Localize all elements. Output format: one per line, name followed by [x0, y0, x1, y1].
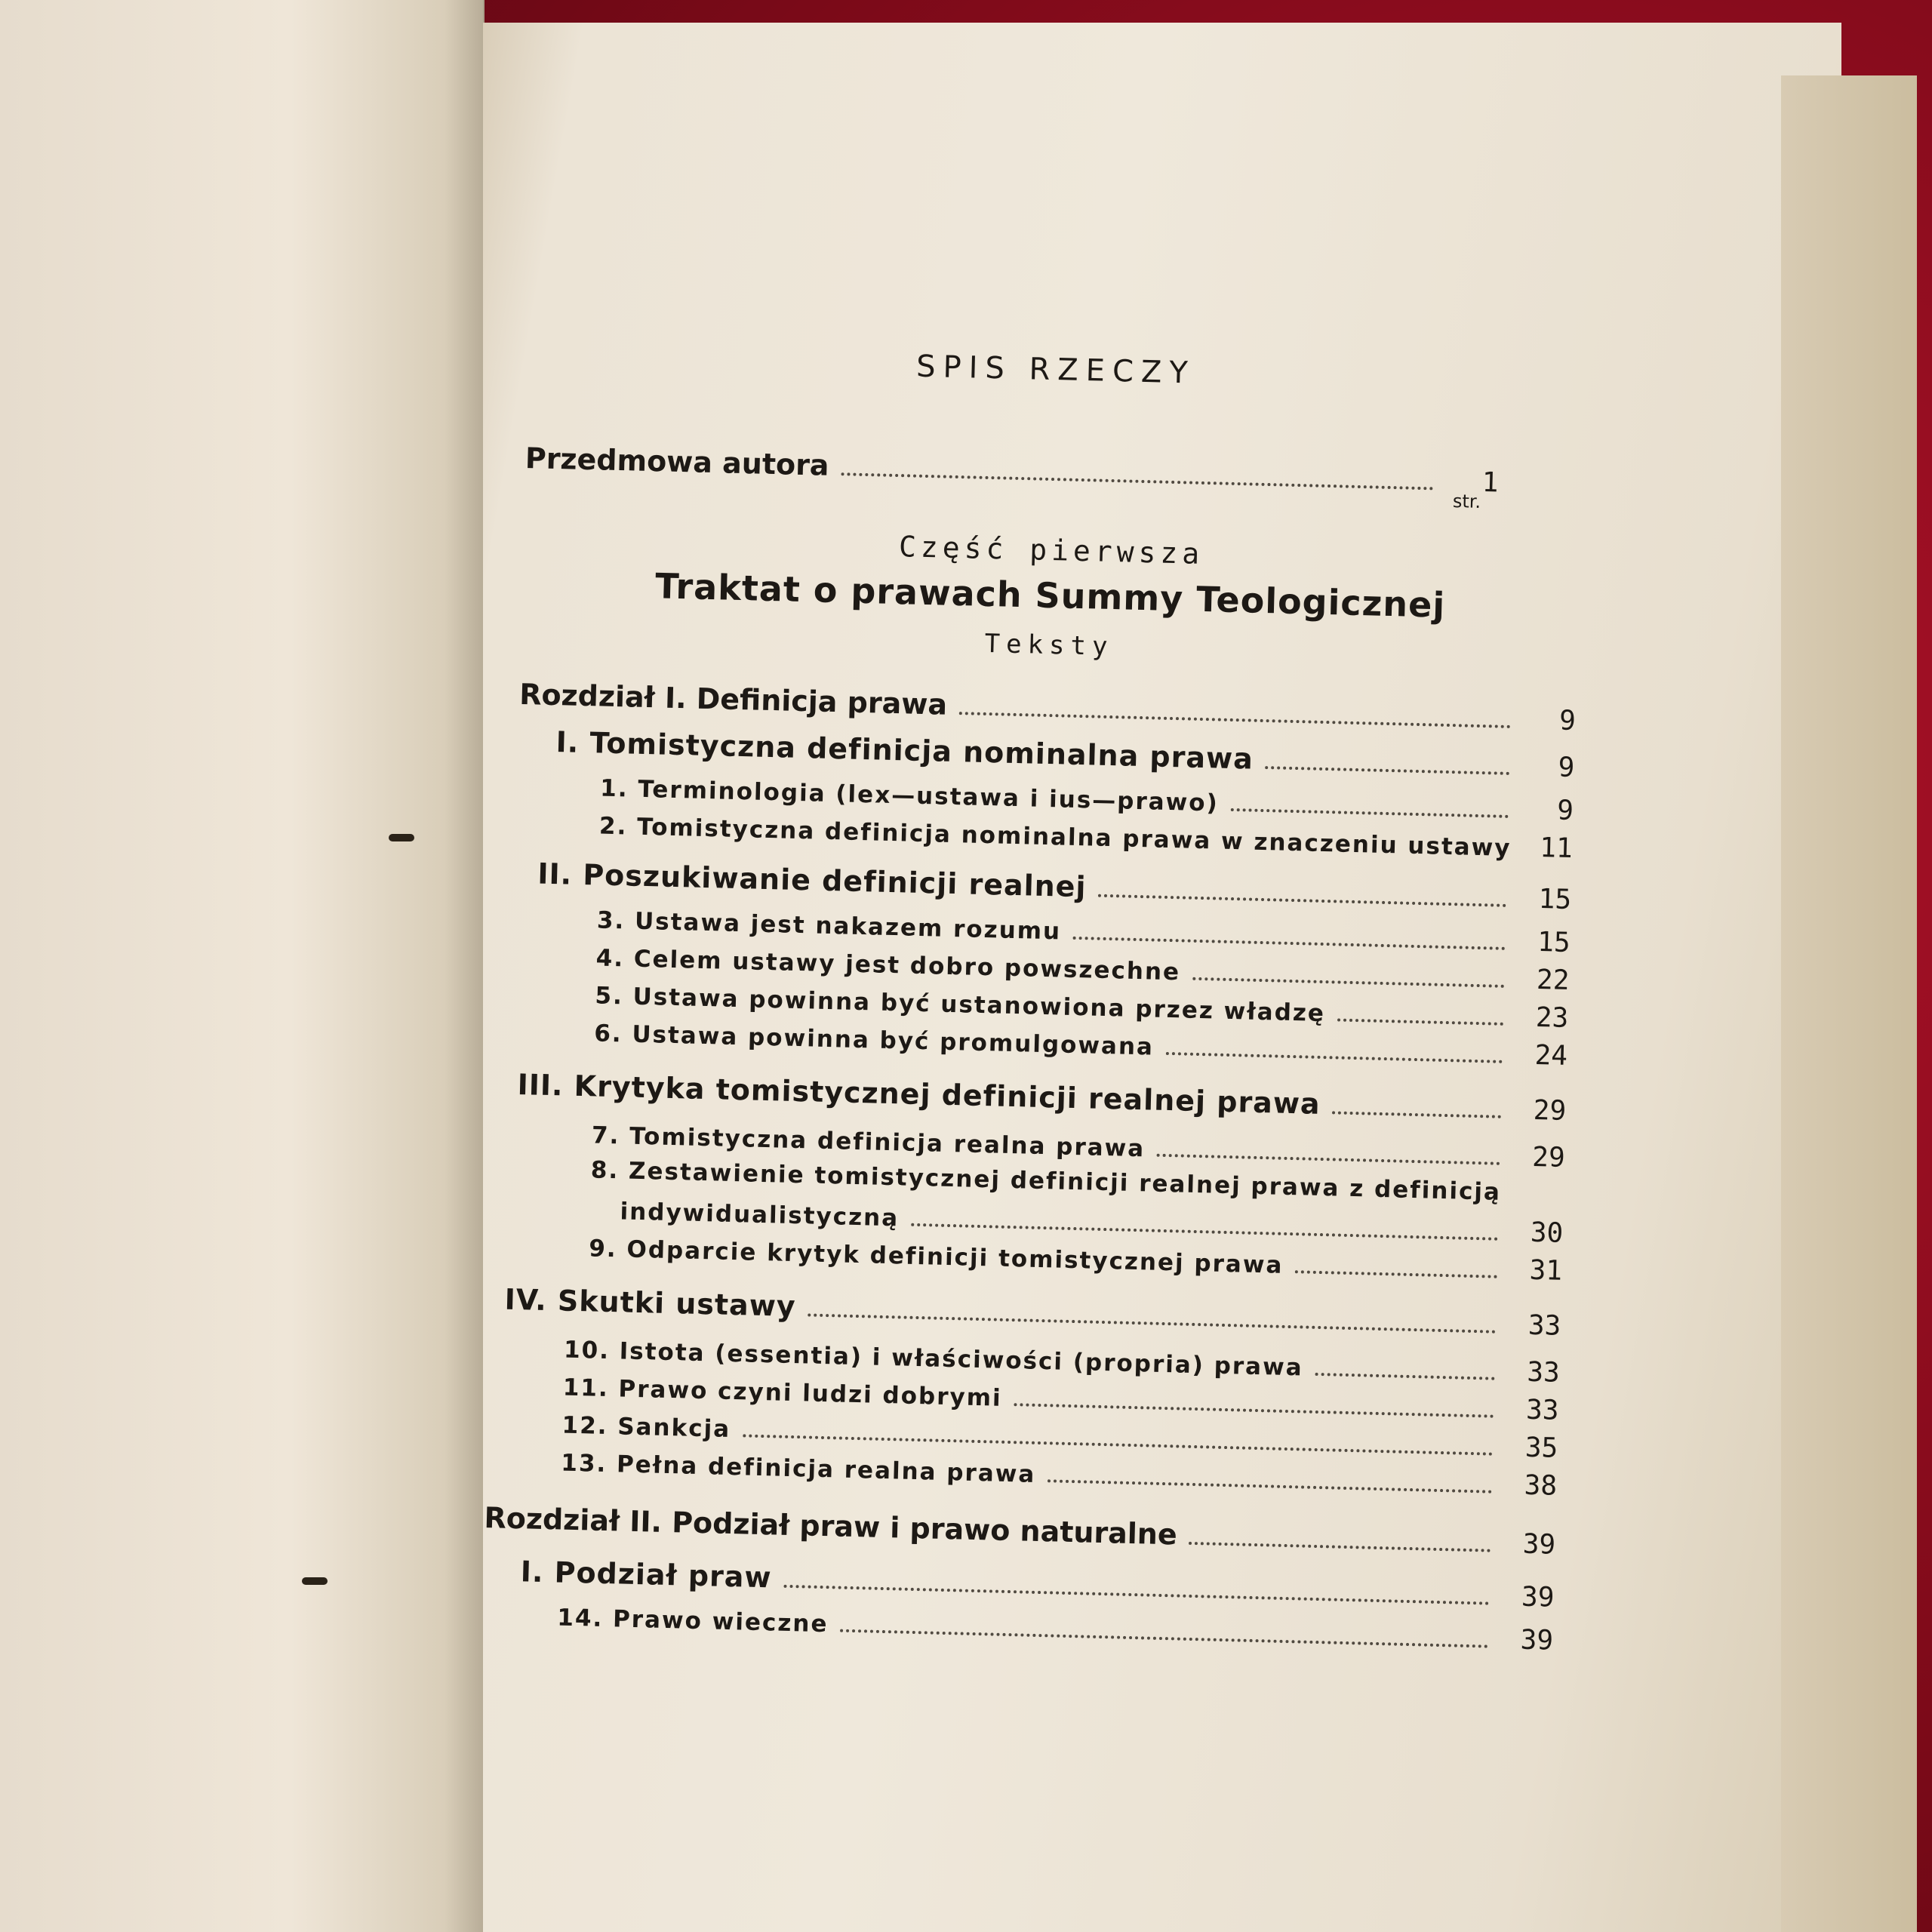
toc-entry-page: 39 — [1520, 1624, 1554, 1657]
leader-dots — [1523, 839, 1524, 856]
toc-entry-page: 31 — [1529, 1254, 1563, 1287]
toc-entry-page: 38 — [1524, 1469, 1558, 1502]
toc-entry-page: 29 — [1533, 1094, 1567, 1127]
leader-dots — [1230, 795, 1509, 818]
toc-entry-page: 9 — [1558, 752, 1575, 784]
leader-dots — [1073, 923, 1506, 950]
toc-entry — [504, 1283, 1561, 1342]
toc-entry-label: IV. Skutki ustawy — [504, 1282, 797, 1324]
toc-entry-page: 24 — [1534, 1039, 1568, 1072]
toc-entry-label: 8. Zestawienie tomistycznej definicji realnej prawa z definicją — [590, 1156, 1502, 1206]
leader-dots — [743, 1420, 1494, 1455]
leader-dots — [1014, 1389, 1494, 1418]
toc-entry-label: 7. Tomistyczna definicja realna prawa — [591, 1121, 1146, 1163]
toc-entry-page: 22 — [1536, 964, 1570, 996]
toc-entry-label: 9. Odparcie krytyk definicji tomistycznej prawa — [588, 1235, 1284, 1279]
toc-entry-label: 3. Ustawa jest nakazem rozumu — [596, 906, 1062, 946]
toc-entry-page: 11 — [1539, 832, 1574, 865]
leader-dots — [1337, 1004, 1504, 1025]
page-edge — [1781, 75, 1917, 1932]
leader-dots — [840, 1616, 1488, 1648]
toc-entry-page: 39 — [1521, 1581, 1555, 1614]
leader-dots — [808, 1300, 1496, 1333]
toc-entry-label: 11. Prawo czyni ludzi dobrymi — [562, 1374, 1003, 1412]
part-title: Traktat o prawach Summy Teologicznej — [654, 565, 1446, 626]
toc-entry-page: 30 — [1530, 1217, 1564, 1249]
toc-entry-label: indywidualistyczną — [620, 1198, 900, 1232]
leader-dots — [959, 698, 1511, 728]
toc-entry-page: 23 — [1535, 1001, 1569, 1034]
toc-entry-page: 29 — [1531, 1141, 1566, 1174]
leader-dots — [1166, 1038, 1503, 1063]
leader-dots — [1315, 1359, 1495, 1380]
binding-stitch — [389, 834, 414, 841]
toc-entry-label: I. Tomistyczna definicja nominalna prawa — [555, 725, 1254, 776]
leader-dots — [1048, 1466, 1492, 1493]
toc-entry-page: 39 — [1522, 1528, 1556, 1561]
part-subtitle: Teksty — [984, 628, 1114, 663]
leader-dots — [1157, 1140, 1500, 1165]
toc-entry-label: 6. Ustawa powinna być promulgowana — [593, 1020, 1155, 1061]
part-label: Część pierwsza — [898, 530, 1204, 571]
toc-entry-label: 10. Istota (essentia) i właściwości (propria) prawa — [563, 1336, 1304, 1382]
leader-dots — [1189, 1528, 1491, 1552]
toc-entry — [484, 1501, 1556, 1561]
toc-entry-label: 4. Celem ustawy jest dobro powszechne — [595, 944, 1181, 986]
toc-entry-page: 33 — [1526, 1356, 1561, 1389]
left-page — [0, 0, 485, 1932]
binding-stitch — [302, 1577, 328, 1585]
toc-entry-label: 2. Tomistyczna definicja nominalna prawa w znaczeniu ustawy — [598, 812, 1512, 863]
leader-dots — [1332, 1097, 1501, 1118]
toc-entry-label: 14. Prawo wieczne — [556, 1604, 829, 1638]
toc-entry-label: 13. Pełna definicja realna prawa — [560, 1449, 1036, 1488]
page-column-label: str. — [1452, 490, 1481, 512]
toc-entry-label: I. Podział praw — [520, 1555, 773, 1595]
leader-dots — [841, 459, 1434, 490]
leader-dots — [783, 1571, 1489, 1605]
toc-entry-page: 15 — [1538, 883, 1572, 915]
leader-dots — [1192, 964, 1505, 988]
leader-dots — [1265, 752, 1509, 775]
toc-entry-page: 15 — [1537, 926, 1571, 958]
toc-entry — [525, 441, 1499, 499]
toc-entry-label: 12. Sankcja — [561, 1411, 731, 1443]
toc-entry-label: Rozdział II. Podział praw i prawo naturalne — [484, 1501, 1178, 1552]
toc-entry-label: 1. Terminologia (lex—ustawa i ius—prawo) — [599, 774, 1220, 817]
toc-entry-page: 9 — [1556, 795, 1574, 827]
leader-dots — [1295, 1257, 1497, 1278]
toc-title: SPIS RZECZY — [915, 349, 1196, 391]
toc-entry-label: Przedmowa autora — [525, 441, 830, 482]
toc-entry-page: 33 — [1527, 1309, 1561, 1342]
leader-dots — [1098, 881, 1506, 907]
toc-entry-page: 9 — [1558, 705, 1577, 737]
toc-entry-label: Rozdział I. Definicja prawa — [518, 677, 948, 721]
toc-entry-page: 1 — [1481, 466, 1499, 499]
toc-entry-label: II. Poszukiwanie definicji realnej — [537, 857, 1088, 904]
leader-dots — [911, 1210, 1499, 1241]
toc-entry-page: 33 — [1525, 1394, 1559, 1426]
toc-entry-label: 5. Ustawa powinna być ustanowiona przez władzę — [595, 982, 1326, 1028]
toc-entry — [517, 1068, 1567, 1127]
table-of-contents — [484, 332, 1600, 1746]
toc-entry-page: 35 — [1524, 1432, 1558, 1464]
toc-entry-label: III. Krytyka tomistycznej definicji realnej prawa — [517, 1067, 1321, 1121]
